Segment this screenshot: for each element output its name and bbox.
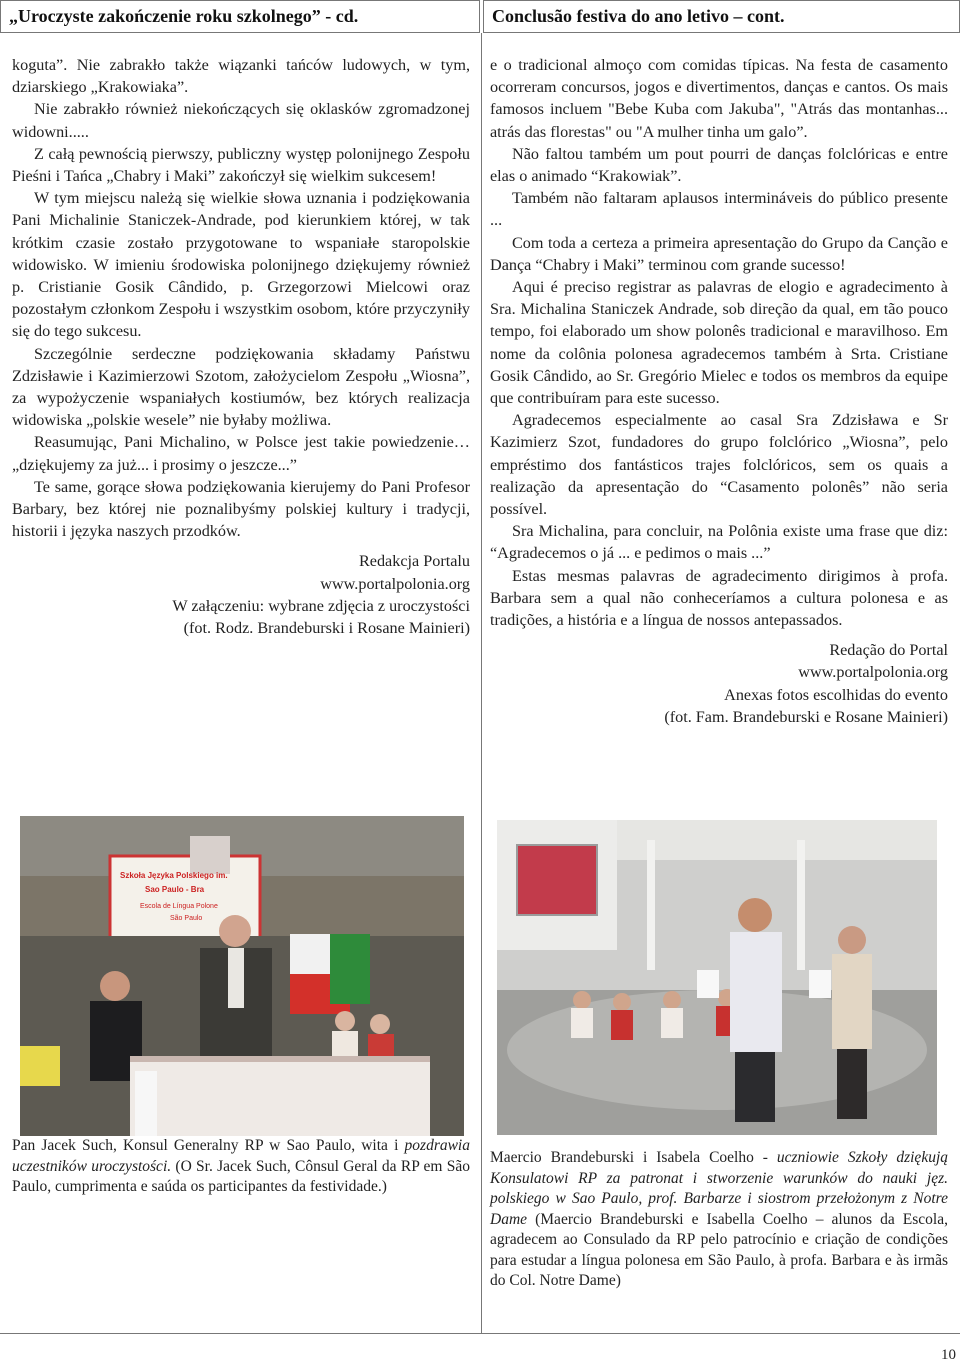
paragraph: Estas mesmas palavras de agradecimento dirigimos à profa. Barbara sem a qual não conheceríamos a cultura polonesa e as tradições, a história e a língua de nossos antepassados. — [490, 566, 948, 630]
paragraph: Te same, gorące słowa podziękowania kierujemy do Pani Profesor Barbary, bez której nie poznalibyśmy polskiej kultury i tradycji, historii i języka naszych przodków. — [12, 477, 470, 541]
paragraph: Reasumując, Pani Michalino, w Polsce jest takie powiedzenie… „dziękujemy za już... i prosimy o jeszcze...” — [12, 433, 470, 474]
signature-line: W załączeniu: wybrane zdjęcia z uroczystości — [172, 596, 470, 615]
banner-text: Szkoła Języka Polskiego im. — [120, 871, 228, 880]
paragraph: Sra Michalina, para concluir, na Polônia existe uma frase que diz: “Agradecemos o já ... e pedimos o mais ...” — [490, 522, 948, 563]
paragraph: Também não faltaram aplausos intermináveis do público presente ... — [490, 189, 948, 230]
signature-line: (fot. Rodz. Brandeburski i Rosane Mainieri) — [183, 619, 470, 638]
banner-text: Escola de Língua Polone — [140, 903, 218, 910]
right-column-text — [490, 54, 948, 728]
paragraph: Aqui é preciso registrar as palavras de elogio e agradecimento à Sra. Michalina Staniczek Andrade, sob direção da qual, em tão pouco tempo, foi elaborado um show polonês tradicional e maravilhoso. Em nome da colônia polonesa agradecemos também à Srta. Cristiane Gosik Cândido, ao Sr. Gregório Mielec e todos os membros da equipe que contribuíram para este sucesso. — [490, 278, 948, 408]
caption-text: Maercio Brandeburski i Isabela Coelho - — [490, 1149, 777, 1166]
signature-line: Anexas fotos escolhidas do evento — [724, 685, 948, 704]
banner-text: Sao Paulo - Bra — [145, 885, 205, 894]
paragraph: Agradecemos especialmente ao casal Sra Zdzisława e Sr Kazimierz Szot, fundadores do grupo folclórico „Wiosna”, pelo empréstimo dos fantásticos trajes folclóricos, sem os quais a realização da apresentação do “Casamento polonês” não seria possível. — [490, 411, 948, 519]
paragraph: Nie zabrakło również niekończących się oklasków zgromadzonej widowni..... — [12, 100, 470, 141]
photo-caption-left — [12, 1136, 470, 1198]
paragraph: Não faltou também um pout pourri de danças folclóricas e entre elas o animado “Krakowiak”. — [490, 144, 948, 186]
footer-rule — [0, 1333, 960, 1334]
paragraph: koguta”. Nie zabrakło także wiązanki tańców ludowych, w tym, dziarskiego „Krakowiaka”. — [12, 56, 470, 97]
page-number: 10 — [941, 1347, 956, 1363]
signature-line: www.portalpolonia.org — [798, 663, 948, 682]
paragraph: Szczególnie serdeczne podziękowania składamy Państwu Zdzisławie i Kazimierzowi Szotom, założycielom Zespołu „Wiosna”, za wypożyczenie wspaniałych kostiumów, bez których realizacja widowiska „polskie wesele” nie byłaby możliwa. — [12, 344, 470, 430]
right-column-header: Conclusão festiva do ano letivo – cont. — [483, 0, 960, 33]
signature-line: (fot. Fam. Brandeburski e Rosane Mainieri) — [664, 707, 948, 726]
caption-italic: uczniowie Szkoły dziękują Konsulatowi RP za patronat i stworzenie warunków do nauki jęz. polskiego w Sao Paulo, prof. Barbarze i siostrom przełożonym z Notre Dame — [490, 1149, 949, 1228]
paragraph: Com toda a certeza a primeira apresentação do Grupo da Canção e Dança “Chabry i Maki” terminou com grande sucesso! — [490, 233, 948, 274]
column-divider — [481, 33, 482, 1333]
paragraph: Z całą pewnością pierwszy, publiczny występ polonijnego Zespołu Pieśni i Tańca „Chabry i Maki” zakończył się wielkim sukcesem! — [12, 144, 470, 186]
signature-line: Redakcja Portalu — [358, 552, 470, 571]
paragraph: W tym miejscu należą się wielkie słowa uznania i podziękowania Pani Michalinie Staniczek-Andrade, pod kierunkiem której, w tak krótkim czasie zostało przygotowane to wspaniałe staropolskie widowisko. W imieniu środowiska polonijnego dziękujemy również p. Cristianie Gosik Cândido, p. Grzegorzowi Mielcowi oraz pozostałym członkom Zespołu i wszystkim osobom, które przyczyniły się do tego sukcesu. — [12, 189, 470, 341]
photo-caption-right — [490, 1148, 948, 1292]
caption-translation: (O Sr. Jacek Such, Cônsul Geral da RP em São Paulo, cumprimenta e saúda os participantes da festividade.) — [12, 1157, 470, 1195]
caption-text: Pan Jacek Such, Konsul Generalny RP w Sao Paulo, wita i — [12, 1137, 399, 1154]
signature-line: Redação do Portal — [829, 641, 948, 660]
left-column-header: „Uroczyste zakończenie roku szkolnego” - cd. — [0, 0, 480, 33]
caption-italic: pozdrawia uczestników uroczystości. — [12, 1137, 470, 1175]
banner-text: São Paulo — [170, 915, 203, 922]
caption-translation: (Maercio Brandeburski e Isabella Coelho – alunos da Escola, agradecem ao Consulado da RP pelo patrocínio e criação de condições para estudar a língua polonesa em São Paulo, à profa. Barbara e às irmãs do Col. Notre Dame) — [490, 1210, 948, 1289]
left-column-text — [12, 54, 470, 639]
photo-consul-speech — [20, 816, 464, 1136]
signature-line: www.portalpolonia.org — [320, 574, 470, 593]
paragraph: e o tradicional almoço com comidas típicas. Na festa de casamento ocorreram concursos, jogos e divertimentos, danças e cantos. Os mais famosos incluem "Bebe Kuba com Jakuba", "Atrás das montanhas... atrás das florestas" ou "A mulher tinha um galo”. — [490, 56, 948, 141]
photo-students-reading — [497, 820, 937, 1135]
